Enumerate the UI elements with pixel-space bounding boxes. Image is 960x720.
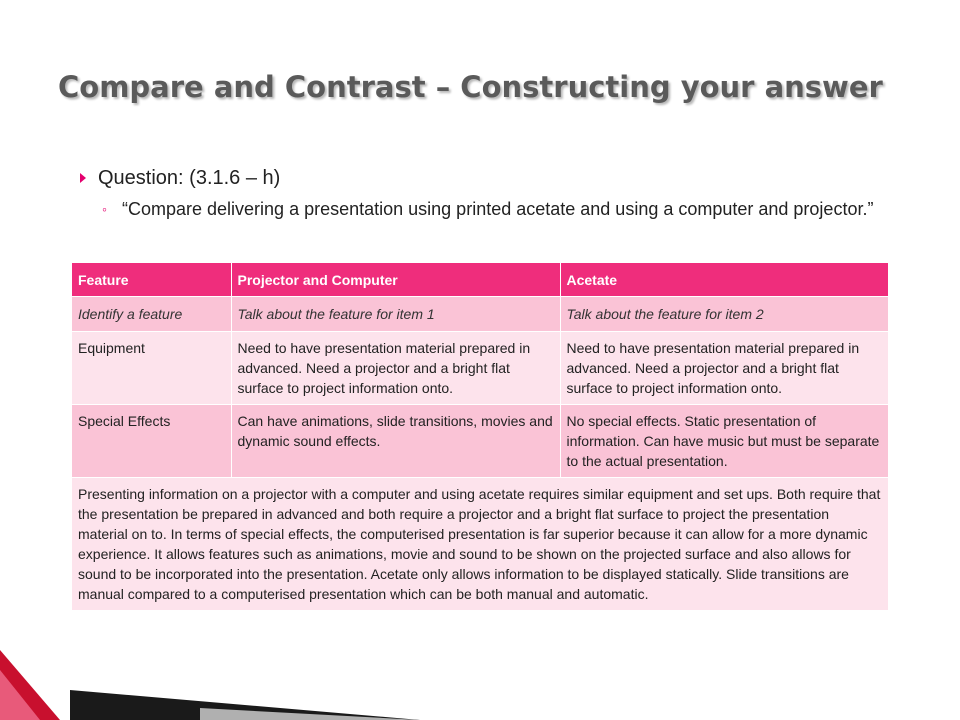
table-cell: Talk about the feature for item 1	[231, 297, 560, 332]
bullet-question	[80, 163, 920, 193]
summary-cell: Presenting information on a projector with a computer and using acetate requires similar equipment and set ups. Both require that the presentation be prepared in advanced and both require a projector and a bright flat surface to project the presentation material on to. In terms of special effects, the computerised presentation is far superior because it can allow for a more dynamic experience. It allows features such as animations, movie and sound to be shown on the projected surface and also allows for sound to be incorporated into the presentation. Acetate only allows information to be displayed statically. Slide transitions are manual compared to a computerised presentation which can be both manual and automatic.	[72, 478, 888, 611]
bullet-list	[80, 163, 920, 222]
table-row	[72, 297, 888, 332]
table-summary-row	[72, 478, 888, 611]
table-cell: Need to have presentation material prepared in advanced. Need a projector and a bright flat surface to project information onto.	[231, 332, 560, 405]
header-cell-feature: Feature	[72, 263, 231, 297]
triangle-bullet-icon	[80, 173, 86, 183]
slide-title: Compare and Contrast – Constructing your answer	[58, 70, 883, 104]
table-cell: Need to have presentation material prepared in advanced. Need a projector and a bright flat surface to project information onto.	[560, 332, 888, 405]
table-cell: Identify a feature	[72, 297, 231, 332]
table-row	[72, 405, 888, 478]
table-cell: Equipment	[72, 332, 231, 405]
question-text: Question: (3.1.6 – h)	[98, 167, 281, 189]
header-cell-acetate: Acetate	[560, 263, 888, 297]
table-row	[72, 332, 888, 405]
table-cell: Special Effects	[72, 405, 231, 478]
sub-bullet-quote	[80, 197, 920, 222]
comparison-table-container	[72, 263, 888, 611]
table-cell: No special effects. Static presentation of information. Can have music but must be separate to the actual presentation.	[560, 405, 888, 478]
comparison-table	[72, 263, 889, 611]
quote-text: “Compare delivering a presentation using printed acetate and using a computer and projector.”	[122, 199, 874, 219]
header-cell-projector: Projector and Computer	[231, 263, 560, 297]
table-header-row	[72, 263, 888, 297]
table-cell: Can have animations, slide transitions, movies and dynamic sound effects.	[231, 405, 560, 478]
table-cell: Talk about the feature for item 2	[560, 297, 888, 332]
circle-bullet-icon: ◦	[102, 201, 107, 217]
